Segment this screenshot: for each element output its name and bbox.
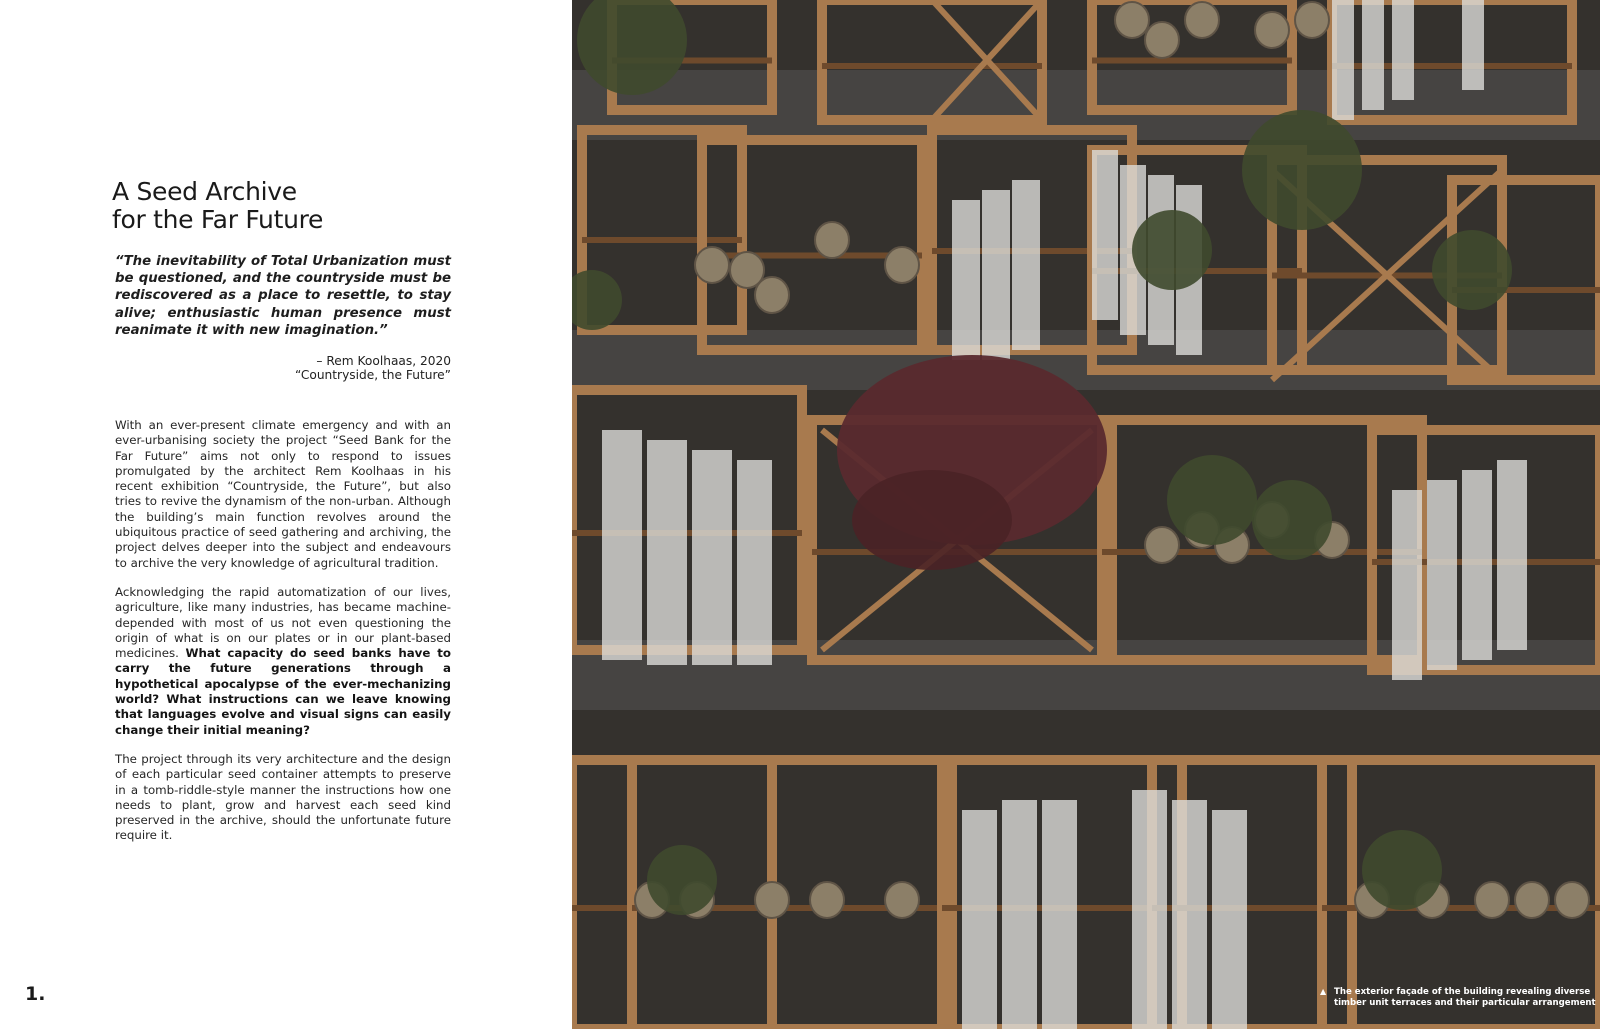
- paragraph-2: [115, 585, 451, 738]
- glass-panel: [1362, 0, 1384, 110]
- hanging-pot: [1295, 2, 1329, 38]
- hanging-pot: [695, 247, 729, 283]
- text-page: [0, 0, 572, 1029]
- caption-line-1: The exterior façade of the building revealing diverse: [1334, 987, 1591, 997]
- foliage: [647, 845, 717, 915]
- glass-panel: [1462, 470, 1492, 660]
- hanging-pot: [1515, 882, 1549, 918]
- paragraph-2-questions: What capacity do seed banks have to carry the future generations through a hypothetical apocalypse of the ever-mechanizing world? What instructions can we leave knowing that languages evolve and visual signs can easily change their initial meaning?: [115, 646, 451, 737]
- hanging-pot: [1555, 882, 1589, 918]
- glass-panel: [602, 430, 642, 660]
- title-line-2: for the Far Future: [112, 204, 324, 234]
- epigraph-quote: “The inevitability of Total Urbanization must be questioned, and the countryside must be rediscovered as a place to resettle, to stay alive; enthusiastic human presence must reanimate it with new imagination.”: [115, 254, 451, 338]
- concrete-slab: [572, 330, 1600, 390]
- glass-panel: [1012, 180, 1040, 350]
- facade-photo: [572, 0, 1600, 1029]
- hanging-pot: [810, 882, 844, 918]
- glass-panel: [1172, 800, 1207, 1029]
- glass-panel: [952, 200, 980, 360]
- foliage: [1167, 455, 1257, 545]
- glass-panel: [1462, 0, 1484, 90]
- facade-illustration: [572, 0, 1600, 1029]
- hanging-pot: [815, 222, 849, 258]
- maple-tree: [852, 470, 1012, 570]
- paragraph-3: The project through its very architecture and the design of each particular seed container attempts to preserve in a tomb-riddle-style manner the instructions how one needs to plant, grow and harvest each seed kind preserved in the archive, should the unfortunate future require it.: [115, 751, 451, 843]
- hanging-pot: [885, 247, 919, 283]
- foliage: [1362, 830, 1442, 910]
- attribution-author: – Rem Koolhaas, 2020: [316, 354, 451, 368]
- glass-panel: [1092, 150, 1118, 320]
- foliage: [1252, 480, 1332, 560]
- hanging-pot: [1115, 2, 1149, 38]
- hanging-pot: [1145, 527, 1179, 563]
- hanging-pot: [1475, 882, 1509, 918]
- glass-panel: [1392, 0, 1414, 100]
- title-line-1: A Seed Archive: [112, 176, 297, 206]
- glass-panel: [1212, 810, 1247, 1029]
- foliage: [1132, 210, 1212, 290]
- page-number: 1.: [25, 983, 46, 1005]
- page-title: [112, 178, 472, 234]
- paragraph-2-intro: Acknowledging the rapid automatization of our lives, agriculture, like many industries, has became machine-depended with most of us not even questioning the origin of what is on our plates or in our plant-based medicines.: [115, 584, 451, 661]
- glass-panel: [1042, 800, 1077, 1029]
- glass-panel: [692, 450, 732, 665]
- caption-line-2: timber unit terraces and their particular arrangement: [1334, 997, 1596, 1008]
- glass-panel: [1132, 790, 1167, 1029]
- attribution-work: “Countryside, the Future”: [294, 368, 451, 382]
- paragraph-1: With an ever-present climate emergency and with an ever-urbanising society the project “Seed Bank for the Far Future” aims not only to respond to issues promulgated by the architect Rem Koolhaas in his recent exhibition “Countryside, the Future”, but also tries to revive the dynamism of the non-urban. Although the building’s main function revolves around the ubiquitous practice of seed gathering and archiving, the project delves deeper into the subject and endeavours to archive the very knowledge of agricultural tradition.: [115, 418, 451, 570]
- glass-panel: [1497, 460, 1527, 650]
- glass-panel: [982, 190, 1010, 360]
- glass-panel: [1002, 800, 1037, 1029]
- body-text: [115, 418, 451, 858]
- hanging-pot: [755, 882, 789, 918]
- hanging-pot: [885, 882, 919, 918]
- glass-panel: [737, 460, 772, 665]
- hanging-pot: [730, 252, 764, 288]
- glass-panel: [1427, 480, 1457, 670]
- glass-panel: [1332, 0, 1354, 120]
- photo-caption: [1320, 987, 1596, 1008]
- caption-triangle-icon: ▲: [1320, 987, 1327, 996]
- foliage: [1432, 230, 1512, 310]
- quote-attribution: [250, 354, 451, 382]
- foliage: [1242, 110, 1362, 230]
- glass-panel: [962, 810, 997, 1029]
- glass-panel: [1392, 490, 1422, 680]
- hanging-pot: [1185, 2, 1219, 38]
- hanging-pot: [1255, 12, 1289, 48]
- hanging-pot: [1145, 22, 1179, 58]
- glass-panel: [647, 440, 687, 665]
